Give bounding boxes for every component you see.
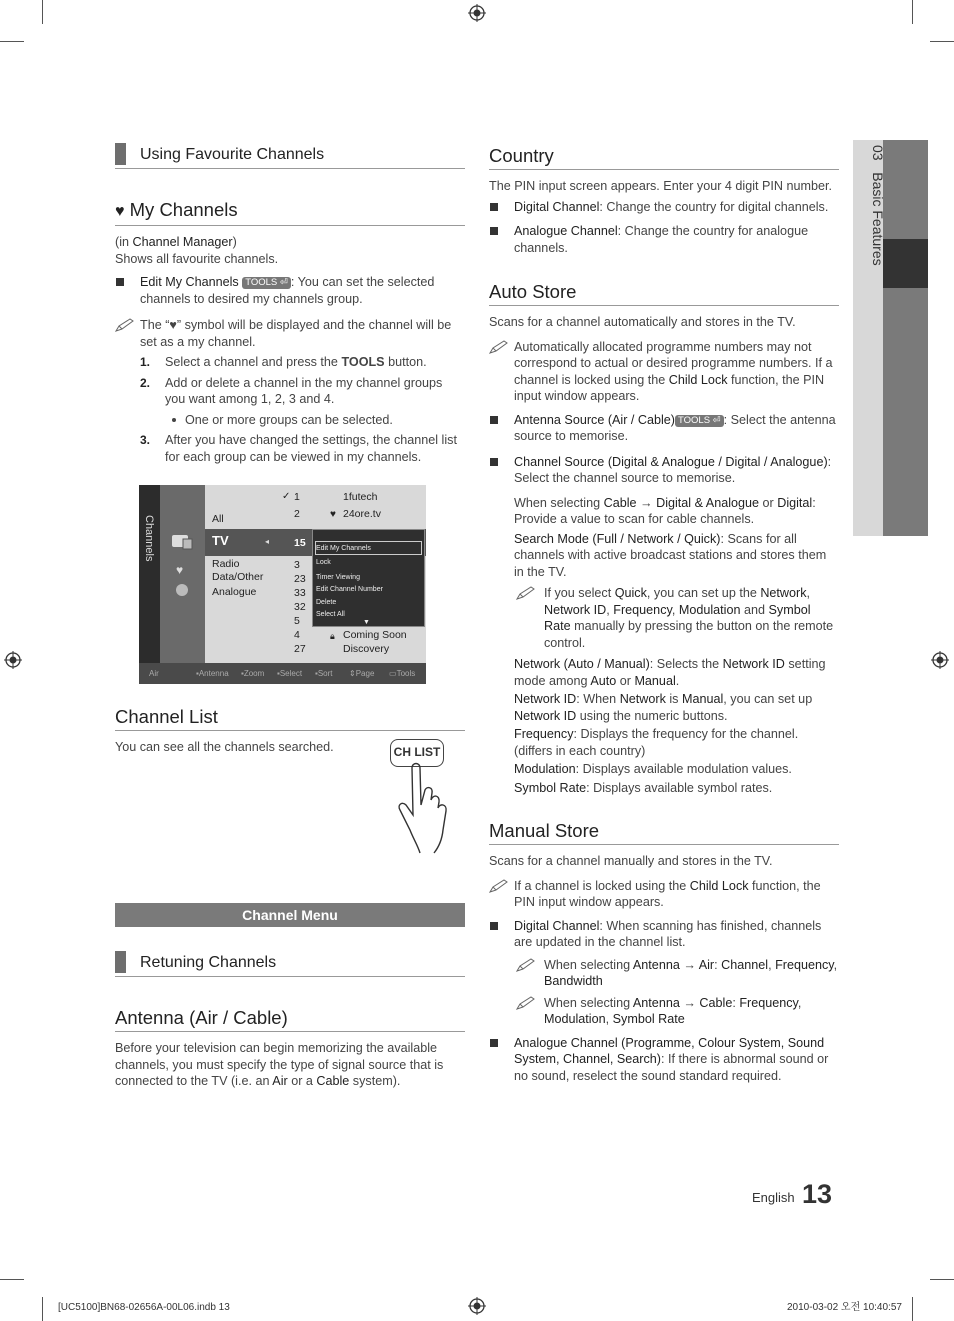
channel-manager-screenshot: Channels ♥ All TV ◂ Radio Data/Other Analogue ✓ 1 2 15 3 23 33 32 5 4 27 1futech ♥ 24ore.tv Edit My Channels Lock Timer Viewing Edit Channel Number Delete Select All ▼ 🔒︎ Coming Soon Discovery Air ▪ Antenna ▪ Zoom ▪ Select ▪ Sort ⇕ Page ▭ Tools [139, 485, 426, 684]
category-analogue: Analogue [212, 586, 257, 598]
heart-icon: ♥ [115, 203, 125, 220]
bullet-item: Digital Channel: When scanning has finished, channels are updated in the channel list. [489, 918, 839, 951]
section-heading: Manual Store [489, 820, 839, 845]
paragraph: Before your television can begin memorizing the available channels, you must specify the type of signal source that is connected to the TV (i.e. an Air or a Cable system). [115, 1041, 444, 1088]
note-pencil-icon [115, 317, 135, 333]
category-data: Data/Other [212, 571, 264, 583]
paragraph: Scans for a channel manually and stores in the TV. [489, 854, 773, 868]
crop-mark [912, 0, 913, 24]
crop-mark [912, 1297, 913, 1321]
crop-mark [42, 0, 43, 24]
bullet-item: Edit My Channels TOOLS ⏎ : You can set the selected channels to desired my channels group. [115, 274, 465, 307]
language-label: English [752, 1190, 795, 1205]
paragraph: Network ID: When Network is Manual, you can set up Network ID using the numeric buttons. [514, 692, 813, 723]
paragraph: You can see all the channels searched. [115, 740, 334, 754]
note: Automatically allocated programme numbers may not correspond to actual or desired programme numbers. If a channel is locked using the Child Lock function, the PIN input window appears. [489, 339, 839, 405]
channel-name: Coming Soon [343, 629, 407, 641]
bullet-item: Analogue Channel: Change the country for analogue channels. [489, 223, 839, 256]
section-heading: Retuning Channels [115, 953, 465, 977]
menu-item[interactable]: Select All [316, 611, 345, 618]
page-number: 13 [802, 1179, 833, 1209]
step: 1. Select a channel and press the TOOLS button. [140, 355, 427, 369]
registration-mark-icon [468, 4, 486, 22]
lock-icon: 🔒︎ [330, 631, 335, 641]
registration-mark-icon [931, 651, 949, 669]
bullet-item: Analogue Channel (Programme, Colour System, Sound System, Channel, Search): If there is abnormal sound or no sound, reselect the sound standard required. [489, 1035, 839, 1085]
note: When selecting Antenna → Cable: Frequency, Modulation, Symbol Rate [489, 995, 839, 1028]
channel-name: Discovery [343, 643, 390, 655]
note-pencil-icon [489, 878, 509, 894]
left-column [115, 145, 465, 465]
paragraph: Symbol Rate: Displays available symbol rates. [514, 780, 773, 795]
heart-icon: ♥ [176, 563, 184, 577]
paragraph: Search Mode (Full / Network / Quick): Scans for all channels with active broadcast stations and stores them in the TV. [514, 531, 827, 579]
channel-number: 15 [294, 537, 306, 549]
tv-footer: Air ▪ Antenna ▪ Zoom ▪ Select ▪ Sort ⇕ Page ▭ Tools [139, 663, 426, 684]
globe-icon [176, 584, 188, 596]
note-pencil-icon [516, 957, 536, 973]
paragraph: Network (Auto / Manual): Selects the Network ID setting mode among Auto or Manual. [514, 657, 826, 688]
tv-icon [169, 531, 195, 553]
tools-badge: TOOLS ⏎ [242, 277, 291, 289]
heart-icon: ♥ [330, 509, 336, 520]
menu-item[interactable]: Edit My Channels [316, 545, 371, 552]
tools-menu [312, 529, 425, 627]
category-all: All [212, 513, 224, 525]
bullet-item: Channel Source (Digital & Analogue / Digital / Analogue): Select the channel source to memorise. [489, 454, 839, 487]
note-pencil-icon [516, 995, 536, 1011]
sub-bullet: One or more groups can be selected. [115, 412, 465, 429]
channel-name: 1futech [343, 491, 378, 503]
channel-number: 23 [294, 573, 306, 585]
category-radio: Radio [212, 558, 240, 570]
note-pencil-icon [516, 585, 536, 601]
crop-mark [930, 41, 954, 42]
bullet-item: Digital Channel: Change the country for digital channels. [489, 199, 839, 216]
ch-list-button-illustration: CH LIST [390, 739, 444, 767]
chapter-tab [853, 140, 928, 536]
step: 2. Add or delete a channel in the my channel groups you want among 1, 2, 3 and 4. [140, 375, 443, 406]
paragraph: When selecting Cable → Digital & Analogue or Digital: Provide a value to scan for cable channels. [514, 495, 816, 526]
registration-mark-icon [468, 1297, 486, 1315]
channel-number: 27 [294, 643, 306, 655]
menu-item[interactable]: Lock [316, 559, 331, 566]
arrow-left-icon: ◂ [265, 537, 270, 546]
crop-mark [930, 1279, 954, 1280]
paragraph: (in Channel Manager) [115, 235, 237, 249]
crop-mark [0, 41, 24, 42]
channel-number: 32 [294, 601, 306, 613]
menu-item[interactable]: Delete [316, 599, 337, 606]
channel-menu-banner: Channel Menu [115, 903, 465, 927]
chapter-label: 03 Basic Features [870, 145, 886, 266]
tools-badge: TOOLS ⏎ [675, 415, 724, 427]
note: The “♥” symbol will be displayed and the channel will be set as a my channel. [115, 317, 465, 350]
print-file-info: [UC5100]BN68-02656A-00L06.indb 13 [58, 1302, 230, 1313]
channel-number: 5 [294, 615, 300, 627]
print-date: 2010-03-02 오전 10:40:57 [787, 1302, 902, 1313]
channel-number: 2 [294, 508, 300, 520]
note: When selecting Antenna → Air: Channel, Frequency, Bandwidth [489, 957, 839, 990]
crop-mark [42, 1297, 43, 1321]
channel-number: 1 [294, 491, 300, 503]
menu-item[interactable]: Timer Viewing [316, 574, 360, 581]
menu-item[interactable]: Edit Channel Number [316, 586, 383, 593]
step: 3. After you have changed the settings, the channel list for each group can be viewed in my channels. [140, 433, 457, 464]
registration-mark-icon [4, 651, 22, 669]
paragraph: Scans for a channel automatically and stores in the TV. [489, 315, 796, 329]
section-heading: Antenna (Air / Cable) [115, 1007, 465, 1032]
paragraph: The PIN input screen appears. Enter your 4 digit PIN number. [489, 179, 833, 193]
channel-name: 24ore.tv [343, 508, 381, 520]
section-heading: Channel List [115, 706, 465, 731]
right-column [489, 145, 839, 1084]
category-tv: TV [212, 533, 229, 548]
arrow-down-icon: ▼ [363, 619, 370, 626]
channel-number: 3 [294, 559, 300, 571]
note: If you select Quick, you can set up the Network, Network ID, Frequency, Modulation and Symbol Rate manually by pressing the button on the remote control. [489, 585, 839, 651]
retuning-section [115, 953, 465, 1090]
crop-mark [0, 1279, 24, 1280]
pressing-hand-icon [398, 760, 468, 855]
paragraph: Modulation: Displays available modulation values. [514, 762, 792, 776]
note-pencil-icon [489, 339, 509, 355]
paragraph: Frequency: Displays the frequency for the channel. (differs in each country) [514, 727, 799, 758]
channel-number: 33 [294, 587, 306, 599]
section-heading: Using Favourite Channels [115, 145, 465, 169]
bullet-item: Antenna Source (Air / Cable) TOOLS ⏎ : Select the antenna source to memorise. [489, 412, 839, 445]
channel-number: 4 [294, 629, 300, 641]
section-heading: Country [489, 145, 839, 170]
section-heading: ♥ My Channels [115, 199, 465, 226]
paragraph: Shows all favourite channels. [115, 251, 279, 266]
check-icon: ✓ [282, 491, 291, 502]
note: If a channel is locked using the Child Lock function, the PIN input window appears. [489, 878, 839, 911]
section-heading: Auto Store [489, 281, 839, 306]
